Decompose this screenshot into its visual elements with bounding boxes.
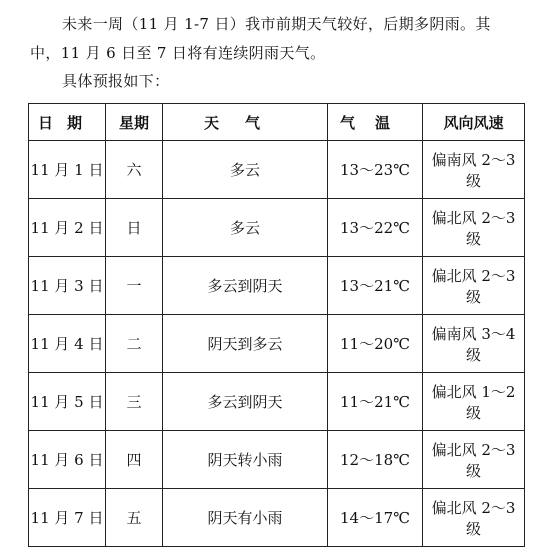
cell-temperature: 11～20℃ [328, 315, 423, 373]
cell-date: 11 月 4 日 [29, 315, 106, 373]
cell-wind: 偏南风 3～4 级 [423, 315, 525, 373]
header-date: 日期 [29, 104, 106, 141]
table-row [29, 141, 525, 199]
cell-temperature: 13～22℃ [328, 199, 423, 257]
cell-date: 11 月 6 日 [29, 431, 106, 489]
table-row [29, 489, 525, 547]
table-header-row [29, 104, 525, 141]
intro-line-3: 具体预报如下： [62, 72, 170, 90]
cell-wind: 偏北风 1～2 级 [423, 373, 525, 431]
cell-weekday: 五 [106, 489, 163, 547]
cell-temperature: 13～23℃ [328, 141, 423, 199]
table-row [29, 257, 525, 315]
table-row [29, 315, 525, 373]
cell-weather: 阴天到多云 [163, 315, 328, 373]
cell-weekday: 日 [106, 199, 163, 257]
cell-date: 11 月 7 日 [29, 489, 106, 547]
intro-line-2: 中，11 月 6 日至 7 日将有连续阴雨天气。 [30, 44, 326, 62]
cell-date: 11 月 5 日 [29, 373, 106, 431]
header-temperature: 气温 [328, 104, 423, 141]
cell-temperature: 11～21℃ [328, 373, 423, 431]
header-wind: 风向风速 [423, 104, 525, 141]
cell-temperature: 13～21℃ [328, 257, 423, 315]
cell-weekday: 三 [106, 373, 163, 431]
cell-weekday: 六 [106, 141, 163, 199]
cell-weather: 多云 [163, 141, 328, 199]
cell-weather: 阴天有小雨 [163, 489, 328, 547]
cell-wind: 偏北风 2～3 级 [423, 257, 525, 315]
cell-wind: 偏南风 2～3 级 [423, 141, 525, 199]
cell-date: 11 月 1 日 [29, 141, 106, 199]
cell-temperature: 14～17℃ [328, 489, 423, 547]
cell-wind: 偏北风 2～3 级 [423, 199, 525, 257]
cell-wind: 偏北风 2～3 级 [423, 431, 525, 489]
cell-date: 11 月 3 日 [29, 257, 106, 315]
cell-weekday: 二 [106, 315, 163, 373]
cell-wind: 偏北风 2～3 级 [423, 489, 525, 547]
cell-weather: 多云 [163, 199, 328, 257]
cell-weather: 多云到阴天 [163, 373, 328, 431]
intro-line-1: 未来一周（11 月 1-7 日）我市前期天气较好，后期多阴雨。其 [62, 15, 491, 33]
cell-weekday: 四 [106, 431, 163, 489]
header-weather: 天气 [163, 104, 328, 141]
cell-weekday: 一 [106, 257, 163, 315]
header-weekday: 星期 [106, 104, 163, 141]
cell-temperature: 12～18℃ [328, 431, 423, 489]
forecast-table [28, 103, 525, 547]
table-row [29, 199, 525, 257]
table-row [29, 373, 525, 431]
cell-weather: 多云到阴天 [163, 257, 328, 315]
table-row [29, 431, 525, 489]
cell-weather: 阴天转小雨 [163, 431, 328, 489]
cell-date: 11 月 2 日 [29, 199, 106, 257]
